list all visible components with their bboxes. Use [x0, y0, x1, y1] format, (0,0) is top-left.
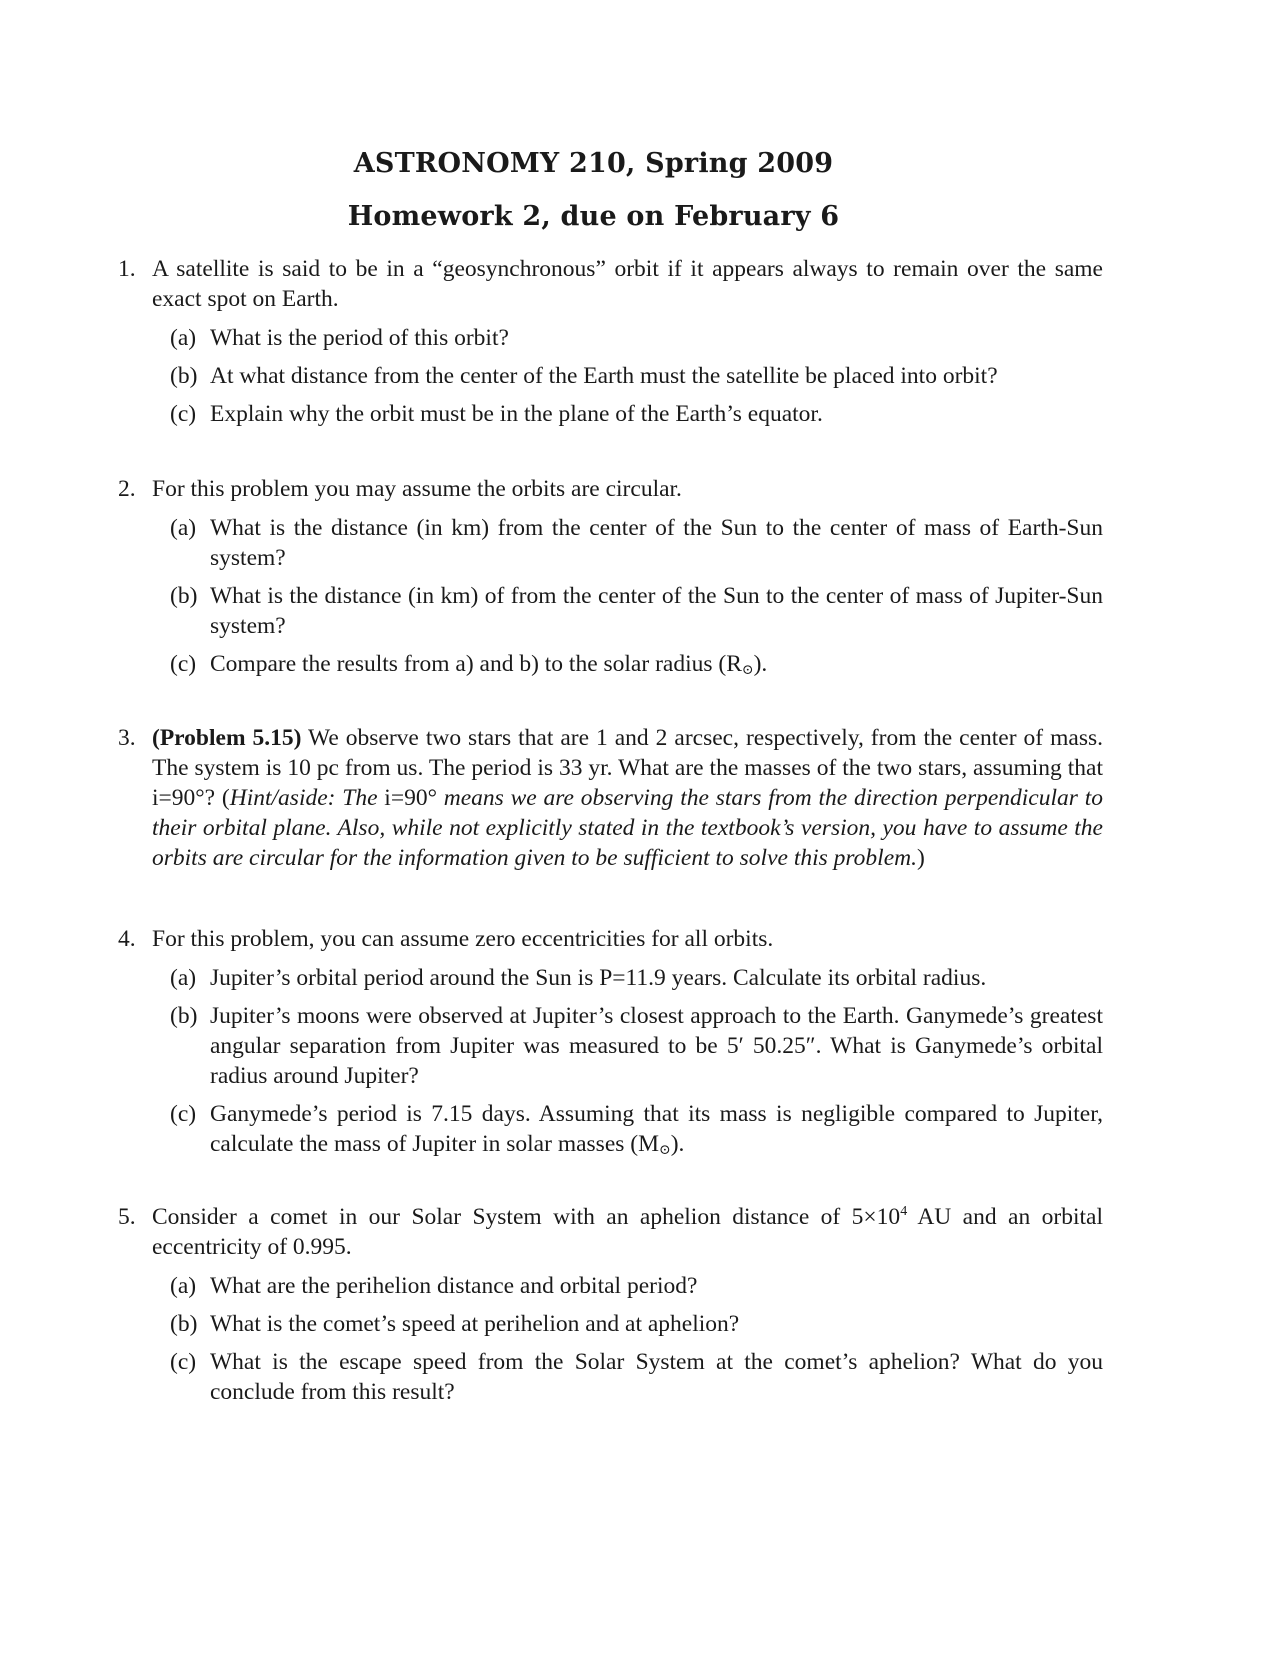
subquestion-label: (a) [170, 325, 197, 351]
subquestion-label: (a) [170, 1273, 197, 1299]
subquestion-text: Jupiter’s orbital period around the Sun is P=11.9 years. Calculate its orbital radius. [210, 965, 987, 991]
problem-number: 3. [118, 725, 136, 751]
problem-stem: For this problem you may assume the orbits are circular. [152, 476, 682, 502]
subquestion-text: Explain why the orbit must be in the plane of the Earth’s equator. [210, 401, 823, 427]
problem-number: 4. [118, 926, 136, 952]
subquestion-4b [170, 1001, 1103, 1091]
subquestion-label: (b) [170, 583, 198, 609]
sun-symbol: ⊙ [741, 663, 754, 678]
subquestion-1c [170, 399, 1103, 429]
problem-stem: For this problem, you can assume zero eccentricities for all orbits. [152, 926, 774, 952]
subquestion-1b [170, 361, 1103, 391]
problem-text-end: AU and an orbital eccentricity of 0.995. [152, 1204, 1103, 1260]
subquestion-2a [170, 513, 1103, 573]
problem-number: 5. [118, 1204, 136, 1230]
problem-text: Consider a comet in our Solar System with an aphelion distance of 5×10 [152, 1204, 901, 1230]
hint-lead: Hint/aside: The [229, 785, 385, 811]
hint-text: means we are observing the stars from the direction perpendicular to their orbital plane. Also, while not explicitly stated in the textbook’s version, you have to assume the orbits are circular for the information given to be sufficient to solve this problem. [152, 785, 1103, 871]
subquestion-list [152, 323, 1103, 429]
subquestion-text: Ganymede’s period is 7.15 days. Assuming that its mass is negligible compared to Jupiter, calculate the mass of Jupiter in solar masses (M [210, 1101, 1103, 1157]
problem-stem [152, 1202, 1103, 1262]
assignment-title: Homework 2, due on February 6 [347, 201, 840, 232]
subquestion-text: What are the perihelion distance and orbital period? [210, 1273, 698, 1299]
subquestion-label: (c) [170, 1349, 197, 1375]
problem-4 [118, 924, 1103, 1166]
subquestion-text: What is the period of this orbit? [210, 325, 509, 351]
subquestion-5c [170, 1347, 1103, 1407]
subquestion-label: (a) [170, 515, 197, 541]
problem-5 [118, 1202, 1103, 1407]
problem-number: 2. [118, 476, 136, 502]
subquestion-4c [170, 1099, 1103, 1166]
subquestion-5b [170, 1309, 1103, 1339]
exponent: 4 [900, 1204, 908, 1219]
subquestion-label: (c) [170, 651, 197, 677]
subquestion-2c [170, 649, 1103, 686]
subquestion-5a [170, 1271, 1103, 1301]
subquestion-4a [170, 963, 1103, 993]
hint-open: ( [221, 785, 230, 811]
subquestion-2b [170, 581, 1103, 641]
course-title: ASTRONOMY 210, Spring 2009 [353, 148, 834, 179]
subquestion-label: (b) [170, 363, 198, 389]
subquestion-label: (b) [170, 1311, 198, 1337]
subquestion-label: (c) [170, 1101, 197, 1127]
subquestion-text: Jupiter’s moons were observed at Jupiter’s closest approach to the Earth. Ganymede’s greatest angular separation from Jupiter was measured to be 5′ 50.25″. What is Ganymede’s orbital radius around Jupiter? [210, 1003, 1103, 1089]
problem-2 [118, 474, 1103, 686]
subquestion-text: At what distance from the center of the Earth must the satellite be placed into orbit? [210, 363, 998, 389]
subquestion-text: What is the distance (in km) of from the center of the Sun to the center of mass of Jupiter-Sun system? [210, 583, 1103, 639]
problem-stem [152, 723, 1103, 873]
problem-source: (Problem 5.15) [152, 725, 302, 751]
subquestion-text-end: ). [753, 651, 768, 677]
subquestion-text: What is the distance (in km) from the center of the Sun to the center of mass of Earth-Sun system? [210, 515, 1103, 571]
subquestion-text-end: ). [670, 1131, 685, 1157]
subquestion-text: What is the escape speed from the Solar System at the comet’s aphelion? What do you conclude from this result? [210, 1349, 1103, 1405]
subquestion-label: (c) [170, 401, 197, 427]
problem-number: 1. [118, 256, 136, 282]
sun-symbol: ⊙ [659, 1143, 671, 1158]
subquestion-list [152, 1271, 1103, 1407]
problem-1 [118, 254, 1103, 429]
subquestion-text: What is the comet’s speed at perihelion and at aphelion? [210, 1311, 740, 1337]
subquestion-text: Compare the results from a) and b) to the solar radius (R [210, 651, 742, 677]
problem-3 [118, 723, 1103, 873]
problem-text: We observe two stars that are 1 and 2 arcsec, respectively, from the center of mass. The system is 10 pc from us. The period is 33 yr. What are the masses of the two stars, assuming that i=90°? [152, 725, 1103, 811]
problem-stem: A satellite is said to be in a “geosynchronous” orbit if it appears always to remain over the same exact spot on Earth. [152, 256, 1103, 312]
hint-inclination: i=90° [384, 785, 437, 811]
subquestion-1a [170, 323, 1103, 353]
subquestion-list [152, 963, 1103, 1166]
hint-close: ) [916, 845, 925, 871]
subquestion-label: (a) [170, 965, 197, 991]
subquestion-label: (b) [170, 1003, 198, 1029]
subquestion-list [152, 513, 1103, 686]
